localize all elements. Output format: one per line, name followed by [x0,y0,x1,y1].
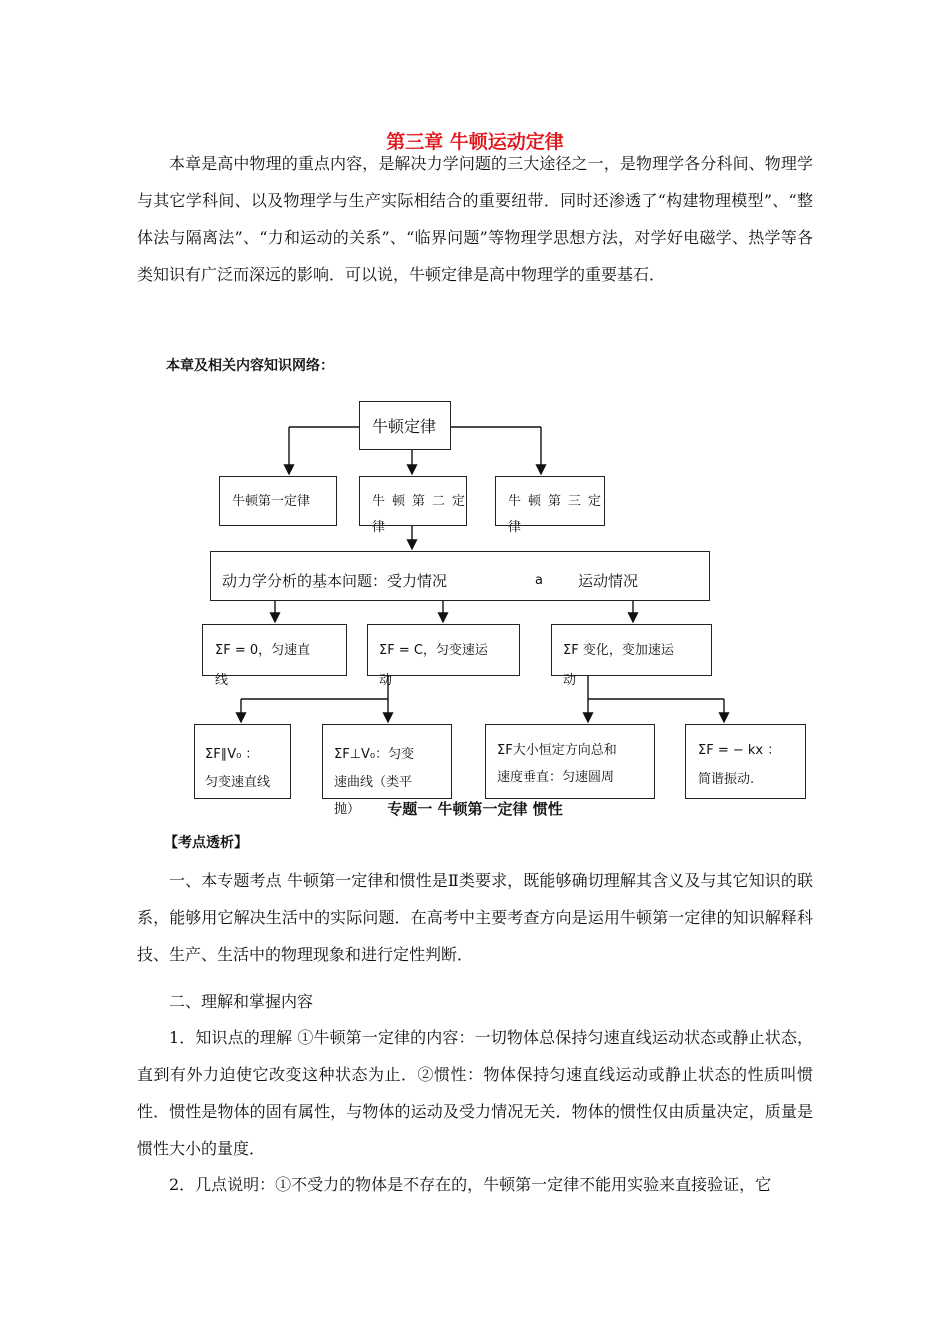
case2-line2: 动 [379,673,393,688]
case3-line1: ΣF 变化，变加速运 [563,643,674,658]
law3-label-line1: 牛顿第三定 [508,494,609,509]
case1-line2: 线 [215,673,229,688]
law1-label: 牛顿第一定律 [232,494,311,509]
sub4-line2: 简谐振动. [698,772,755,787]
sub2-line3: 抛） [334,802,361,817]
intro-paragraph: 本章是高中物理的重点内容，是解决力学问题的三大途径之一，是物理学各分科间、物理学与其它学科间、以及物理学与生产实际相结合的重要纽带．同时还渗透了“构建物理模型”、“整体法与隔离法”、“力和运动的关系”、“临界问题”等物理学思想方法，对学好电磁学、热学等各类知识有广泛而深远的影响．可以说，牛顿定律是高中物理学的重要基石． [137,154,813,284]
sub3-line2: 速度垂直：匀速圆周 [497,770,615,785]
point1-paragraph: 1．知识点的理解 ①牛顿第一定律的内容：一切物体总保持匀速直线运动状态或静止状态，直到有外力迫使它改变这种状态为止．②惯性：物体保持匀速直线运动或静止状态的性质叫惯性．惯性是物体的固有属性，与物体的运动及受力情况无关．物体的惯性仅由质量决定，质量是惯性大小的量度． [137,1028,813,1158]
sub1-line2: 匀变速直线 [205,775,271,790]
network-heading: 本章及相关内容知识网络： [166,358,334,374]
chapter-title: 第三章 牛顿运动定律 [386,131,564,153]
law3-label-line2: 律 [508,520,522,535]
law2-label-line1: 牛顿第二定 [372,494,473,509]
case2-line1: ΣF = C，匀变速运 [379,643,488,658]
root-label: 牛顿定律 [372,417,437,436]
law2-label-line2: 律 [372,520,386,535]
sub2-line1: ΣF⊥V₀：匀变 [334,747,415,762]
sub1-line1: ΣF∥V₀ ： [205,747,259,762]
motion-label: 运动情况 [578,572,639,590]
sub3-line1: ΣF大小恒定方向总和 [497,743,617,758]
sub2-line2: 速曲线（类平 [334,775,413,790]
understand-heading: 二、理解和掌握内容 [169,992,314,1011]
case1-line1: ΣF = 0，匀速直 [215,643,311,658]
topic-title: 专题一 牛顿第一定律 惯性 [387,800,563,818]
point2-paragraph: 2．几点说明：①不受力的物体是不存在的，牛顿第一定律不能用实验来直接验证，它 [169,1175,772,1194]
exam-paragraph: 一、本专题考点 牛顿第一定律和惯性是Ⅱ类要求，既能够确切理解其含义及与其它知识的联系，能够用它解决生活中的实际问题．在高考中主要考查方向是运用牛顿第一定律的知识解释科技、生产、生活中的物理现象和进行定性判断． [137,871,813,964]
section-label: 【考点透析】 [164,835,248,851]
basic-problem-label: 动力学分析的基本问题：受力情况 [222,572,448,590]
acceleration-label: a [535,573,543,588]
sub4-line1: ΣF = − kx ： [698,743,781,758]
case3-line2: 动 [563,673,577,688]
